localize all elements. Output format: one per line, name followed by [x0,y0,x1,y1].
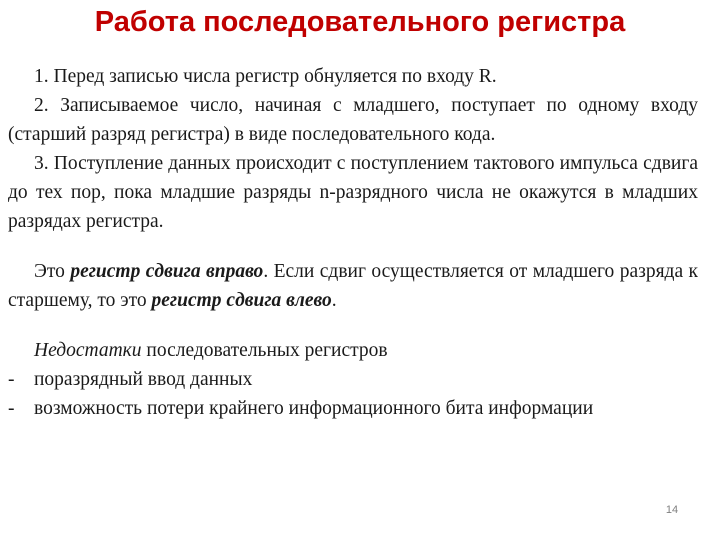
term-shift-right: регистр сдвига вправо [70,261,264,282]
dash-bullet: - [8,369,15,390]
list-item-text: поразрядный ввод данных [34,369,253,390]
list-item [8,365,698,394]
shift-paragraph [8,257,698,315]
slide-title: Работа последовательного регистра [94,6,626,38]
shift-text-3: . [331,290,337,311]
list-item-text: возможность потери крайнего информационного бита информации [34,398,594,419]
spacer [8,236,698,257]
drawbacks-heading [8,336,698,365]
step-3: 3. Поступление данных происходит с поступлением тактового импульса сдвига до тех пор, пока младшие разряды n-разрядного числа не окажутся в младших разрядах регистра. [8,153,698,232]
spacer [8,315,698,336]
shift-text-1: Это [34,261,71,282]
shift-text-2: . Если сдвиг осуществляется от младшего разряда к старшему, то это [8,261,699,311]
list-item [8,394,698,423]
step-2: 2. Записываемое число, начиная с младшего, поступает по одному входу (старший разряд регистра) в виде последовательного кода. [8,95,698,145]
term-shift-left: регистр сдвига влево [151,290,332,311]
slide-body [8,62,698,423]
drawbacks-heading-rest: последовательных регистров [141,340,388,361]
page-number: 14 [665,504,679,516]
dash-bullet: - [8,398,15,419]
drawbacks-heading-italic: Недостатки [34,340,142,361]
step-1: 1. Перед записью числа регистр обнуляется по входу R. [34,66,497,87]
